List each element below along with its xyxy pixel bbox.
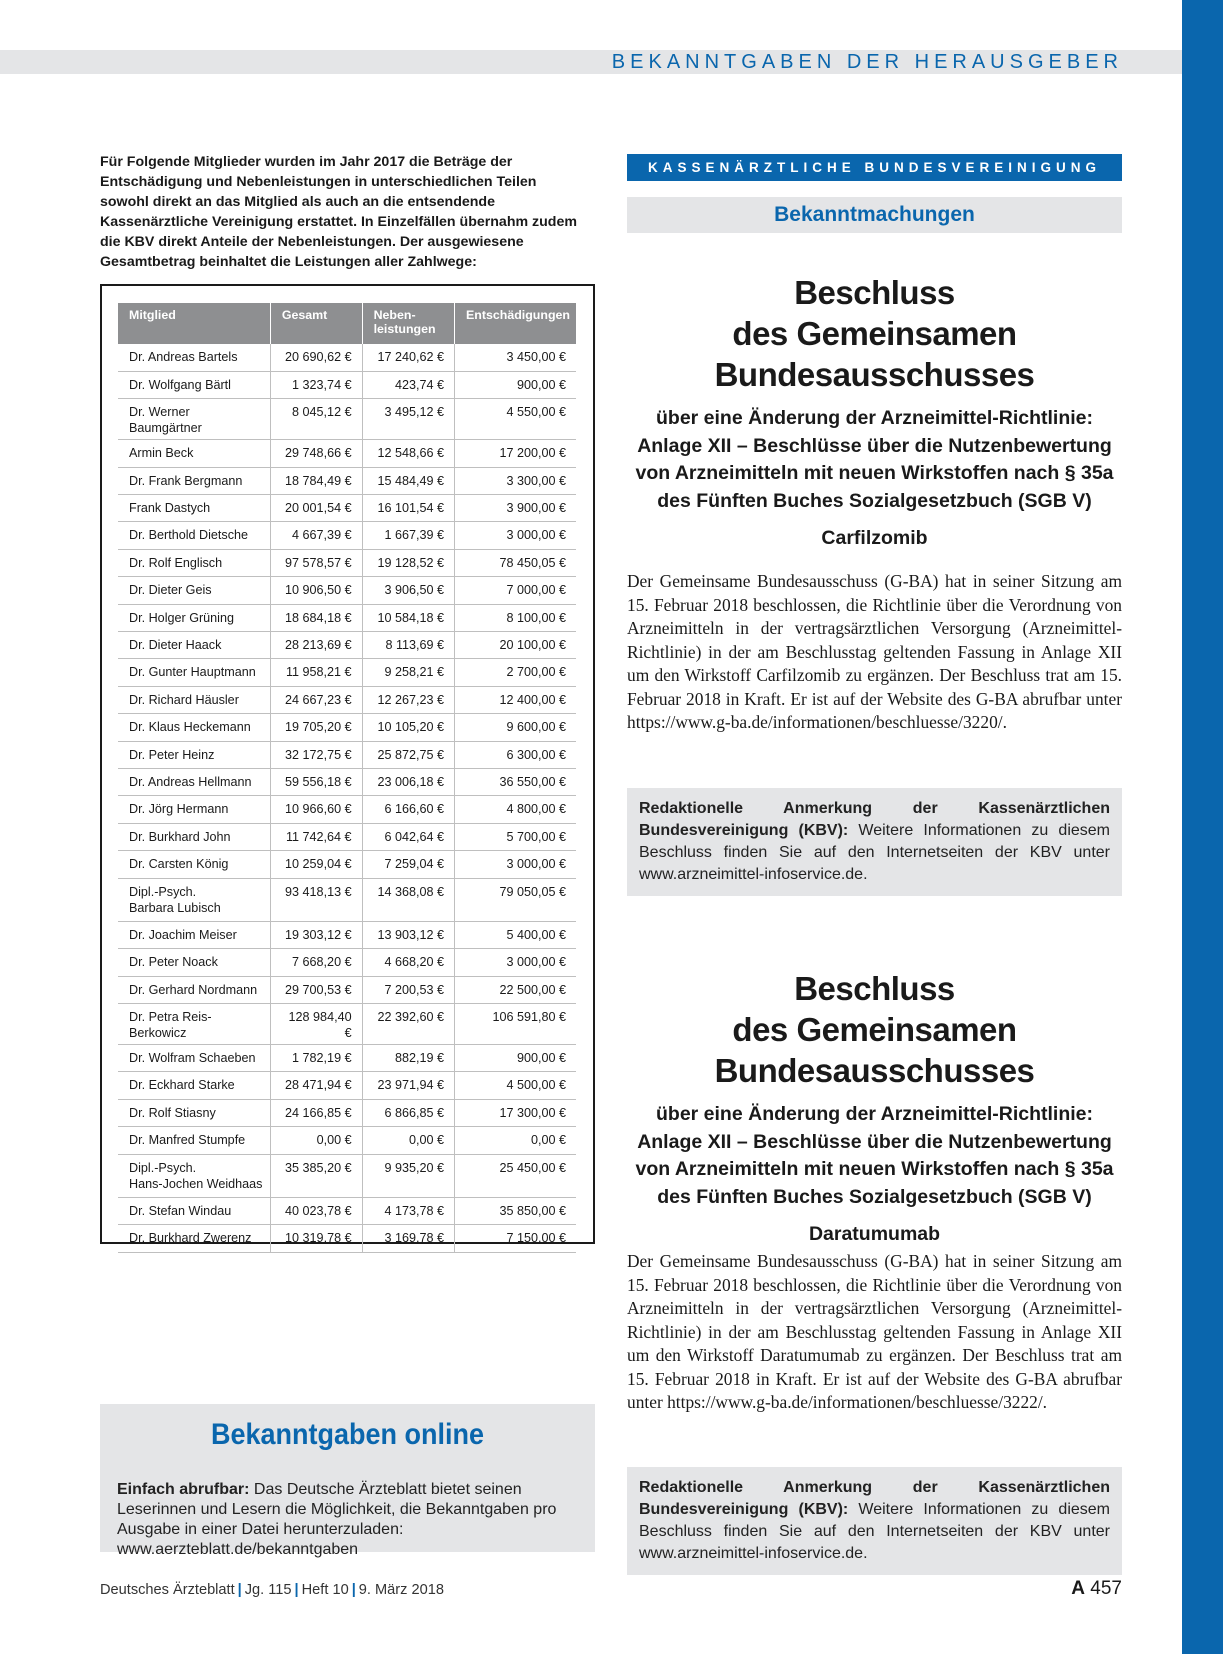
cell-entschaedigungen: 36 550,00 € (455, 768, 576, 795)
cell-mitglied: Dr. Petra Reis-Berkowicz (118, 1004, 270, 1045)
cell-entschaedigungen: 900,00 € (455, 1045, 576, 1072)
footer-citation (100, 1582, 444, 1598)
cell-entschaedigungen: 3 450,00 € (455, 344, 576, 371)
members-table (118, 303, 576, 1253)
footer-issue: Heft 10 (301, 1582, 349, 1598)
cell-entschaedigungen: 3 000,00 € (455, 949, 576, 976)
cell-mitglied: Dr. Gunter Hauptmann (118, 659, 270, 686)
cell-nebenleistungen: 6 042,64 € (362, 823, 454, 850)
cell-mitglied: Dr. Joachim Meiser (118, 921, 270, 948)
cell-mitglied: Dr. Rolf Englisch (118, 549, 270, 576)
section-header-title: BEKANNTGABEN DER HERAUSGEBER (611, 51, 1123, 73)
table-row (118, 522, 576, 549)
footer-date: 9. März 2018 (358, 1582, 444, 1598)
cell-mitglied: Dr. Wolfram Schaeben (118, 1045, 270, 1072)
table-row (118, 1198, 576, 1225)
cell-mitglied: Dr. Manfred Stumpfe (118, 1127, 270, 1154)
cell-mitglied: Dipl.-Psych. Barbara Lubisch (118, 878, 270, 921)
cell-gesamt: 0,00 € (270, 1127, 362, 1154)
cell-nebenleistungen: 23 006,18 € (362, 768, 454, 795)
table-row (118, 467, 576, 494)
cell-nebenleistungen: 3 906,50 € (362, 577, 454, 604)
header-entschaedigungen: Entschädigungen (455, 303, 576, 344)
bekanntmachungen-banner: Bekanntmachungen (627, 197, 1122, 233)
cell-entschaedigungen: 3 000,00 € (455, 851, 576, 878)
table-row (118, 371, 576, 398)
intro-paragraph: Für Folgende Mitglieder wurden im Jahr 2017 die Beträge der Entschädigung und Nebenleistungen in unterschiedlichen Teilen sowohl direkt an das Mitglied als auch an die entsendende Kassenärztliche Vereinigung erstattet. In Einzelfällen übernahm zudem die KBV direkt Anteile der Nebenleistungen. Der ausgewiesene Gesamtbetrag beinhaltet die Leistungen aller Zahlwege: (100, 154, 577, 270)
cell-gesamt: 97 578,57 € (270, 549, 362, 576)
page-number (1071, 1578, 1122, 1600)
cell-entschaedigungen: 0,00 € (455, 1127, 576, 1154)
table-row (118, 344, 576, 371)
table-row (118, 399, 576, 440)
resolution-1-drug: Carfilzomib (821, 527, 928, 549)
cell-entschaedigungen: 7 150,00 € (455, 1225, 576, 1252)
cell-gesamt: 4 667,39 € (270, 522, 362, 549)
table-row (118, 823, 576, 850)
resolution-1-title-line1: Beschluss (794, 274, 955, 311)
cell-gesamt: 24 166,85 € (270, 1099, 362, 1126)
online-text (117, 1480, 587, 1560)
cell-gesamt: 8 045,12 € (270, 399, 362, 440)
table-row (118, 549, 576, 576)
cell-nebenleistungen: 10 584,18 € (362, 604, 454, 631)
resolution-2-note (627, 1467, 1122, 1575)
cell-entschaedigungen: 4 800,00 € (455, 796, 576, 823)
table-row (118, 1154, 576, 1197)
resolution-1-title-line2: des Gemeinsamen Bundesausschusses (714, 315, 1035, 393)
cell-entschaedigungen: 3 000,00 € (455, 522, 576, 549)
cell-entschaedigungen: 106 591,80 € (455, 1004, 576, 1045)
cell-mitglied: Dr. Dieter Geis (118, 577, 270, 604)
cell-gesamt: 19 705,20 € (270, 714, 362, 741)
online-body: Das Deutsche Ärzteblatt bietet seinen Leserinnen und Lesern die Möglichkeit, die Bekanntgaben pro Ausgabe in einer Datei herunterzuladen: www.aerzteblatt.de/bekanntgaben (117, 1481, 557, 1558)
table-row (118, 577, 576, 604)
cell-gesamt: 10 906,50 € (270, 577, 362, 604)
cell-nebenleistungen: 7 259,04 € (362, 851, 454, 878)
cell-mitglied: Dr. Peter Heinz (118, 741, 270, 768)
footer-separator: | (294, 1582, 299, 1598)
header-gesamt: Gesamt (270, 303, 362, 344)
table-row (118, 921, 576, 948)
footer-separator: | (351, 1582, 356, 1598)
cell-nebenleistungen: 15 484,49 € (362, 467, 454, 494)
cell-gesamt: 28 213,69 € (270, 632, 362, 659)
kbv-banner: KASSENÄRZTLICHE BUNDESVEREINIGUNG (627, 154, 1122, 181)
cell-entschaedigungen: 22 500,00 € (455, 976, 576, 1003)
cell-mitglied: Dr. Berthold Dietsche (118, 522, 270, 549)
resolution-2-title-line1: Beschluss (794, 970, 955, 1007)
cell-nebenleistungen: 22 392,60 € (362, 1004, 454, 1045)
cell-nebenleistungen: 12 548,66 € (362, 440, 454, 467)
cell-nebenleistungen: 6 866,85 € (362, 1099, 454, 1126)
cell-nebenleistungen: 23 971,94 € (362, 1072, 454, 1099)
resolution-1-note (627, 788, 1122, 896)
resolution-2-subtitle: über eine Änderung der Arzneimittel-Richtlinie: Anlage XII – Beschlüsse über die Nutzenbewertung von Arzneimitteln mit neuen Wirkstoffen nach § 35a des Fünften Buches Sozialgesetzbuch (SGB V) (635, 1103, 1114, 1208)
cell-nebenleistungen: 4 173,78 € (362, 1198, 454, 1225)
cell-mitglied: Dipl.-Psych. Hans-Jochen Weidhaas (118, 1154, 270, 1197)
cell-gesamt: 7 668,20 € (270, 949, 362, 976)
cell-entschaedigungen: 5 400,00 € (455, 921, 576, 948)
cell-entschaedigungen: 17 200,00 € (455, 440, 576, 467)
resolution-2-title-line2: des Gemeinsamen Bundesausschusses (714, 1011, 1035, 1089)
table-row (118, 440, 576, 467)
table-row (118, 741, 576, 768)
cell-mitglied: Dr. Holger Grüning (118, 604, 270, 631)
cell-entschaedigungen: 12 400,00 € (455, 686, 576, 713)
table-row (118, 1045, 576, 1072)
cell-nebenleistungen: 10 105,20 € (362, 714, 454, 741)
cell-entschaedigungen: 20 100,00 € (455, 632, 576, 659)
cell-mitglied: Dr. Burkhard John (118, 823, 270, 850)
cell-gesamt: 93 418,13 € (270, 878, 362, 921)
cell-gesamt: 128 984,40 € (270, 1004, 362, 1045)
cell-nebenleistungen: 3 495,12 € (362, 399, 454, 440)
cell-gesamt: 18 684,18 € (270, 604, 362, 631)
cell-gesamt: 10 259,04 € (270, 851, 362, 878)
cell-gesamt: 18 784,49 € (270, 467, 362, 494)
cell-mitglied: Dr. Dieter Haack (118, 632, 270, 659)
cell-mitglied: Dr. Werner Baumgärtner (118, 399, 270, 440)
cell-gesamt: 28 471,94 € (270, 1072, 362, 1099)
resolution-2-drug: Daratumumab (808, 1223, 941, 1245)
cell-gesamt: 11 958,21 € (270, 659, 362, 686)
cell-gesamt: 24 667,23 € (270, 686, 362, 713)
cell-entschaedigungen: 6 300,00 € (455, 741, 576, 768)
resolution-1-heading (627, 272, 1122, 550)
cell-nebenleistungen: 7 200,53 € (362, 976, 454, 1003)
cell-nebenleistungen: 19 128,52 € (362, 549, 454, 576)
table-row (118, 495, 576, 522)
members-table-body (118, 344, 576, 1252)
resolution-2-note-text: Weitere Informationen zu diesem Beschluss finden Sie auf den Internetseiten der KBV unter www.arzneimittel-infoservice.de. (639, 1501, 1110, 1562)
table-row (118, 1225, 576, 1252)
table-row (118, 1072, 576, 1099)
cell-entschaedigungen: 35 850,00 € (455, 1198, 576, 1225)
cell-entschaedigungen: 25 450,00 € (455, 1154, 576, 1197)
cell-entschaedigungen: 4 500,00 € (455, 1072, 576, 1099)
cell-mitglied: Dr. Wolfgang Bärtl (118, 371, 270, 398)
cell-mitglied: Dr. Peter Noack (118, 949, 270, 976)
table-row (118, 949, 576, 976)
cell-nebenleistungen: 1 667,39 € (362, 522, 454, 549)
cell-mitglied: Dr. Jörg Hermann (118, 796, 270, 823)
table-row (118, 714, 576, 741)
cell-gesamt: 11 742,64 € (270, 823, 362, 850)
table-row (118, 1004, 576, 1045)
table-row (118, 659, 576, 686)
cell-entschaedigungen: 17 300,00 € (455, 1099, 576, 1126)
cell-mitglied: Dr. Frank Bergmann (118, 467, 270, 494)
cell-gesamt: 20 690,62 € (270, 344, 362, 371)
cell-entschaedigungen: 4 550,00 € (455, 399, 576, 440)
cell-mitglied: Armin Beck (118, 440, 270, 467)
cell-entschaedigungen: 8 100,00 € (455, 604, 576, 631)
cell-gesamt: 19 303,12 € (270, 921, 362, 948)
resolution-2-body: Der Gemeinsame Bundesausschuss (G-BA) hat in seiner Sitzung am 15. Februar 2018 beschlossen, die Richtlinie über die Verordnung von Arzneimitteln in der vertragsärztlichen Versorgung (Arzneimittel-Richtlinie) in der am Beschlusstag geltenden Fassung in Anlage XII um den Wirkstoff Daratumumab zu ergänzen. Der Beschluss trat am 15. Februar 2018 in Kraft. Er ist auf der Website des G-BA abrufbar unter https://www.g-ba.de/informationen/beschluesse/3222/. (627, 1251, 1122, 1412)
table-row (118, 768, 576, 795)
cell-nebenleistungen: 17 240,62 € (362, 344, 454, 371)
page-number-value: 457 (1090, 1578, 1122, 1599)
resolution-2-note-lead: Redaktionelle Anmerkung der Kassenärztlichen Bundesvereinigung (KBV): (639, 1479, 1110, 1518)
cell-gesamt: 1 782,19 € (270, 1045, 362, 1072)
resolution-1-subtitle: über eine Änderung der Arzneimittel-Richtlinie: Anlage XII – Beschlüsse über die Nutzenbewertung von Arzneimitteln mit neuen Wirkstoffen nach § 35a des Fünften Buches Sozialgesetzbuch (SGB V) (635, 407, 1114, 512)
cell-nebenleistungen: 25 872,75 € (362, 741, 454, 768)
cell-gesamt: 1 323,74 € (270, 371, 362, 398)
table-row (118, 1099, 576, 1126)
cell-mitglied: Dr. Carsten König (118, 851, 270, 878)
cell-gesamt: 10 966,60 € (270, 796, 362, 823)
cell-nebenleistungen: 3 169,78 € (362, 1225, 454, 1252)
cell-gesamt: 29 748,66 € (270, 440, 362, 467)
cell-gesamt: 32 172,75 € (270, 741, 362, 768)
table-row (118, 632, 576, 659)
cell-gesamt: 10 319,78 € (270, 1225, 362, 1252)
cell-mitglied: Dr. Burkhard Zwerenz (118, 1225, 270, 1252)
table-header-row (118, 303, 576, 344)
footer-volume: Jg. 115 (244, 1582, 292, 1598)
table-row (118, 686, 576, 713)
table-row (118, 851, 576, 878)
resolution-1-body: Der Gemeinsame Bundesausschuss (G-BA) hat in seiner Sitzung am 15. Februar 2018 beschlossen, die Richtlinie über die Verordnung von Arzneimitteln in der vertragsärztlichen Versorgung (Arzneimittel-Richtlinie) in der am Beschlusstag geltenden Fassung in Anlage XII um den Wirkstoff Carfilzomib zu ergänzen. Der Beschluss trat am 15. Februar 2018 in Kraft. Er ist auf der Website des G-BA abrufbar unter https://www.g-ba.de/informationen/beschluesse/3220/. (627, 571, 1122, 732)
cell-mitglied: Dr. Gerhard Nordmann (118, 976, 270, 1003)
cell-entschaedigungen: 79 050,05 € (455, 878, 576, 921)
cell-mitglied: Dr. Richard Häusler (118, 686, 270, 713)
cell-nebenleistungen: 8 113,69 € (362, 632, 454, 659)
table-row (118, 796, 576, 823)
cell-nebenleistungen: 9 258,21 € (362, 659, 454, 686)
cell-nebenleistungen: 13 903,12 € (362, 921, 454, 948)
online-announcement-box (100, 1404, 595, 1558)
online-lead: Einfach abrufbar: (117, 1481, 250, 1498)
cell-entschaedigungen: 3 900,00 € (455, 495, 576, 522)
table-row (118, 976, 576, 1003)
cell-entschaedigungen: 2 700,00 € (455, 659, 576, 686)
cell-gesamt: 59 556,18 € (270, 768, 362, 795)
table-row (118, 878, 576, 921)
footer-journal: Deutsches Ärzteblatt (100, 1582, 235, 1598)
cell-entschaedigungen: 900,00 € (455, 371, 576, 398)
cell-nebenleistungen: 12 267,23 € (362, 686, 454, 713)
cell-mitglied: Dr. Eckhard Starke (118, 1072, 270, 1099)
cell-nebenleistungen: 882,19 € (362, 1045, 454, 1072)
right-edge-bar (1182, 0, 1223, 1654)
cell-nebenleistungen: 0,00 € (362, 1127, 454, 1154)
footer-separator: | (237, 1582, 242, 1598)
cell-nebenleistungen: 16 101,54 € (362, 495, 454, 522)
cell-nebenleistungen: 4 668,20 € (362, 949, 454, 976)
resolution-1-note-lead: Redaktionelle Anmerkung der Kassenärztlichen Bundesvereinigung (KBV): (639, 800, 1110, 839)
cell-mitglied: Dr. Rolf Stiasny (118, 1099, 270, 1126)
cell-entschaedigungen: 3 300,00 € (455, 467, 576, 494)
cell-gesamt: 40 023,78 € (270, 1198, 362, 1225)
cell-gesamt: 20 001,54 € (270, 495, 362, 522)
resolution-1-note-text: Weitere Informationen zu diesem Beschluss finden Sie auf den Internetseiten der KBV unter www.arzneimittel-infoservice.de. (639, 822, 1110, 883)
cell-mitglied: Dr. Andreas Hellmann (118, 768, 270, 795)
resolution-2-heading (627, 968, 1122, 1246)
cell-nebenleistungen: 14 368,08 € (362, 878, 454, 921)
cell-nebenleistungen: 423,74 € (362, 371, 454, 398)
cell-gesamt: 35 385,20 € (270, 1154, 362, 1197)
cell-mitglied: Dr. Klaus Heckemann (118, 714, 270, 741)
header-nebenleistungen: Neben- leistungen (362, 303, 454, 344)
cell-entschaedigungen: 5 700,00 € (455, 823, 576, 850)
members-table-box (100, 284, 595, 1244)
table-row (118, 604, 576, 631)
cell-gesamt: 29 700,53 € (270, 976, 362, 1003)
cell-mitglied: Frank Dastych (118, 495, 270, 522)
cell-mitglied: Dr. Andreas Bartels (118, 344, 270, 371)
cell-entschaedigungen: 78 450,05 € (455, 549, 576, 576)
cell-mitglied: Dr. Stefan Windau (118, 1198, 270, 1225)
header-mitglied: Mitglied (118, 303, 270, 344)
cell-nebenleistungen: 6 166,60 € (362, 796, 454, 823)
cell-entschaedigungen: 7 000,00 € (455, 577, 576, 604)
cell-nebenleistungen: 9 935,20 € (362, 1154, 454, 1197)
table-row (118, 1127, 576, 1154)
online-title: Bekanntgaben online (210, 1418, 485, 1451)
page-prefix: A (1071, 1578, 1086, 1599)
cell-entschaedigungen: 9 600,00 € (455, 714, 576, 741)
